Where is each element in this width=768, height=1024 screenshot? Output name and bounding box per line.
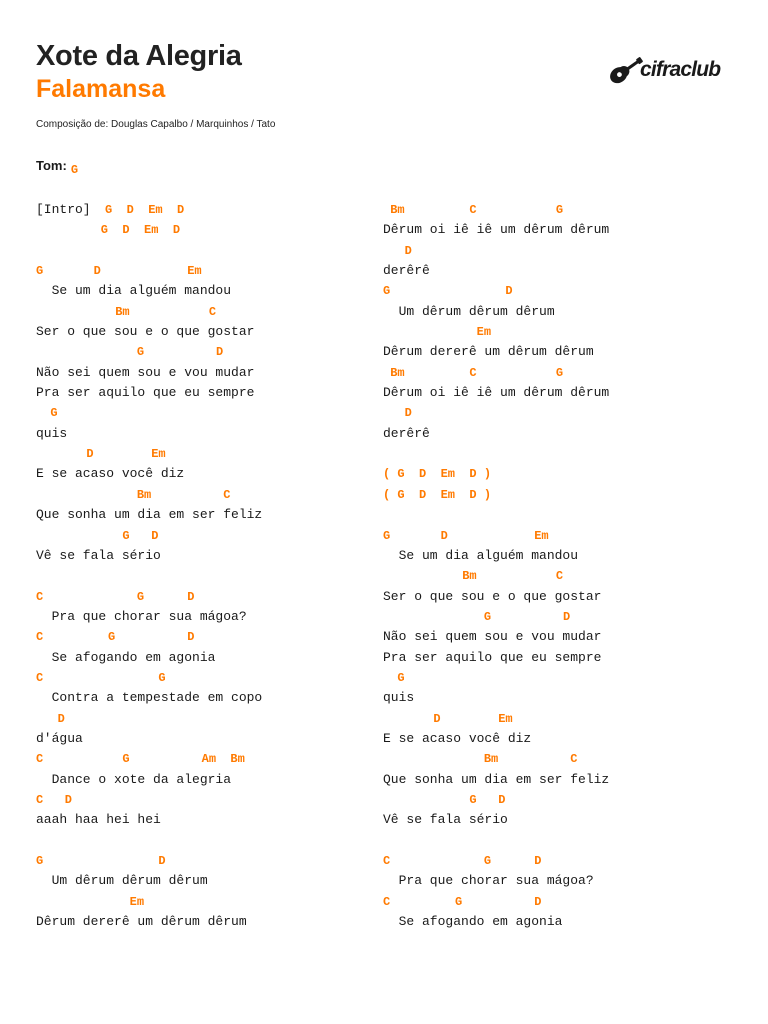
chord-line: [36, 403, 262, 423]
lyric-text: Pra ser aquilo que eu sempre: [383, 649, 602, 665]
cifraclub-logo[interactable]: [606, 46, 722, 94]
lyric-line: [383, 261, 609, 281]
chord-line: [383, 668, 609, 688]
chord-text[interactable]: D Em: [36, 447, 166, 462]
chord-line: [383, 709, 609, 729]
chord-text[interactable]: G: [383, 670, 405, 685]
chord-line: [36, 342, 262, 362]
chord-text[interactable]: G D: [36, 345, 224, 360]
chord-line: [383, 607, 609, 627]
tom-label: Tom:: [36, 158, 67, 173]
lyric-line: [36, 648, 262, 668]
lyric-line: [36, 505, 262, 525]
lyric-line: [383, 587, 609, 607]
lyric-line: [36, 322, 262, 342]
lyric-line: [383, 688, 609, 708]
chord-text[interactable]: G D: [36, 854, 166, 868]
chord-line: [383, 363, 609, 383]
chord-line: [36, 444, 262, 464]
chord-text[interactable]: C D: [36, 792, 73, 807]
lyric-text: Um dêrum dêrum dêrum: [383, 303, 555, 319]
chord-line: [383, 749, 609, 769]
lyric-text: Vê se fala sério: [383, 812, 508, 828]
blank-line: [383, 444, 609, 464]
lyric-text: derêrê: [383, 263, 430, 279]
chord-text[interactable]: C G D: [36, 630, 195, 645]
lyric-line: [383, 912, 609, 932]
chord-text[interactable]: G D Em: [36, 264, 202, 279]
chord-line: [36, 668, 262, 688]
lyric-text: Se afogando em agonia: [36, 649, 216, 665]
lyric-text: d'água: [36, 730, 83, 746]
chord-line: [383, 200, 609, 220]
lyric-text: aaah haa hei hei: [36, 812, 161, 828]
lyric-line: [383, 770, 609, 790]
lyric-text: Não sei quem sou e vou mudar: [36, 364, 255, 380]
lyric-line: [36, 810, 262, 830]
lyric-text: quis: [383, 690, 415, 706]
tom-key[interactable]: G: [70, 163, 79, 177]
chord-line: [383, 322, 609, 342]
chord-text[interactable]: G D: [383, 609, 571, 624]
lyric-line: [383, 383, 609, 403]
chord-line: [36, 526, 262, 546]
lyric-text: Ser o que sou e o que gostar: [383, 588, 602, 604]
chord-text[interactable]: Bm C: [36, 487, 231, 502]
lyric-line: [383, 871, 609, 891]
composer-credit: Composição de: Douglas Capalbo / Marquinhos / Tato: [36, 119, 276, 130]
chord-line: [36, 587, 262, 607]
chord-line: [36, 302, 262, 322]
chord-line: [36, 851, 262, 871]
lyric-line: [383, 302, 609, 322]
lyric-line: [36, 688, 262, 708]
section-label: [Intro]: [36, 202, 91, 217]
lyric-line: [383, 627, 609, 647]
lyric-line: [36, 871, 262, 891]
chord-text[interactable]: C G D: [383, 894, 542, 909]
chord-line: [383, 485, 609, 505]
chord-line: [36, 790, 262, 810]
chord-line: [36, 627, 262, 647]
lyric-line: [383, 810, 609, 830]
lyric-text: Contra a tempestade em copo: [36, 690, 263, 706]
lyric-line: [36, 770, 262, 790]
lyric-line: [36, 383, 262, 403]
lyric-text: E se acaso você diz: [383, 730, 532, 746]
chord-text[interactable]: G D Em: [383, 528, 549, 543]
chord-text[interactable]: Bm C: [383, 569, 564, 584]
chord-line: [383, 566, 609, 586]
lyric-line: [383, 546, 609, 566]
lyric-line: [383, 648, 609, 668]
lyric-text: Se um dia alguém mandou: [36, 283, 232, 299]
lyric-text: Vê se fala sério: [36, 547, 161, 563]
lyric-text: Se um dia alguém mandou: [383, 547, 579, 563]
lyric-text: Dêrum oi iê iê um dêrum dêrum: [383, 222, 610, 238]
chord-line: [36, 709, 262, 729]
lyric-line: [36, 729, 262, 749]
lyric-text: Se afogando em agonia: [383, 914, 563, 930]
chord-line: [383, 464, 609, 484]
chord-line: [383, 403, 609, 423]
lyric-line: [36, 546, 262, 566]
chord-line: [383, 892, 609, 912]
lyric-text: Que sonha um dia em ser feliz: [36, 507, 263, 523]
lyric-line: [36, 464, 262, 484]
lyric-line: [36, 363, 262, 383]
blank-line: [383, 831, 609, 851]
chord-text[interactable]: C G: [36, 670, 166, 685]
chord-text[interactable]: G D Em D: [90, 203, 185, 217]
song-key: [36, 158, 79, 177]
artist-name[interactable]: Falamansa: [36, 75, 166, 103]
lyric-line: [36, 607, 262, 627]
chord-line: [36, 261, 262, 281]
chord-text[interactable]: G: [36, 406, 58, 421]
chord-text[interactable]: Em: [36, 894, 145, 909]
chord-text[interactable]: Bm C: [383, 752, 578, 767]
lyric-text: Dêrum dererê um dêrum dêrum: [383, 344, 594, 360]
chord-line: [36, 485, 262, 505]
logo-text: cifraclub: [640, 58, 721, 81]
chord-line: [36, 892, 262, 912]
chord-line: [383, 241, 609, 261]
lyric-text: derêrê: [383, 425, 430, 441]
lyric-line: [36, 912, 262, 932]
chord-text[interactable]: G D: [383, 792, 506, 807]
lyric-text: Pra ser aquilo que eu sempre: [36, 385, 255, 401]
blank-line: [36, 566, 262, 586]
lyric-line: [383, 729, 609, 749]
chord-sheet-left-column: [36, 200, 262, 932]
lyric-line: [36, 281, 262, 301]
lyric-text: Dêrum oi iê iê um dêrum dêrum: [383, 385, 610, 401]
lyric-line: [383, 342, 609, 362]
chord-sheet-right-column: [383, 200, 609, 932]
section-line: [36, 200, 262, 220]
chord-text[interactable]: G D: [36, 528, 159, 543]
chord-text[interactable]: G D Em D: [36, 223, 181, 238]
lyric-line: [383, 220, 609, 240]
lyric-text: Dêrum dererê um dêrum dêrum: [36, 914, 247, 930]
chord-text[interactable]: D Em: [383, 711, 513, 726]
lyric-text: Pra que chorar sua mágoa?: [383, 873, 594, 889]
chord-line: [36, 749, 262, 769]
lyric-text: Que sonha um dia em ser feliz: [383, 771, 610, 787]
chord-text[interactable]: D: [383, 406, 412, 421]
lyric-line: [383, 424, 609, 444]
song-title: Xote da Alegria: [36, 40, 242, 72]
chord-text[interactable]: D: [383, 243, 412, 258]
lyric-text: Ser o que sou e o que gostar: [36, 324, 255, 340]
chord-text[interactable]: Bm C: [36, 304, 217, 319]
chord-line: [36, 220, 262, 240]
lyric-text: Um dêrum dêrum dêrum: [36, 873, 208, 889]
chord-text[interactable]: C G D: [36, 589, 195, 604]
chord-text[interactable]: G D: [383, 284, 513, 299]
chord-text[interactable]: C G D: [383, 854, 542, 868]
chord-text[interactable]: Bm C G: [383, 203, 564, 217]
chord-text[interactable]: Em: [383, 325, 492, 340]
lyric-text: Pra que chorar sua mágoa?: [36, 608, 247, 624]
chord-text[interactable]: C G Am Bm: [36, 752, 245, 767]
chord-text[interactable]: Bm C G: [383, 365, 564, 380]
chord-text[interactable]: ( G D Em D ): [383, 467, 492, 482]
lyric-text: Não sei quem sou e vou mudar: [383, 629, 602, 645]
chord-line: [383, 851, 609, 871]
chord-text[interactable]: D: [36, 711, 65, 726]
lyric-text: E se acaso você diz: [36, 466, 185, 482]
blank-line: [36, 241, 262, 261]
lyric-text: quis: [36, 425, 68, 441]
blank-line: [36, 831, 262, 851]
chord-line: [383, 281, 609, 301]
chord-text[interactable]: ( G D Em D ): [383, 487, 492, 502]
chord-line: [383, 790, 609, 810]
lyric-text: Dance o xote da alegria: [36, 771, 232, 787]
blank-line: [383, 505, 609, 525]
lyric-line: [36, 424, 262, 444]
chord-line: [383, 526, 609, 546]
